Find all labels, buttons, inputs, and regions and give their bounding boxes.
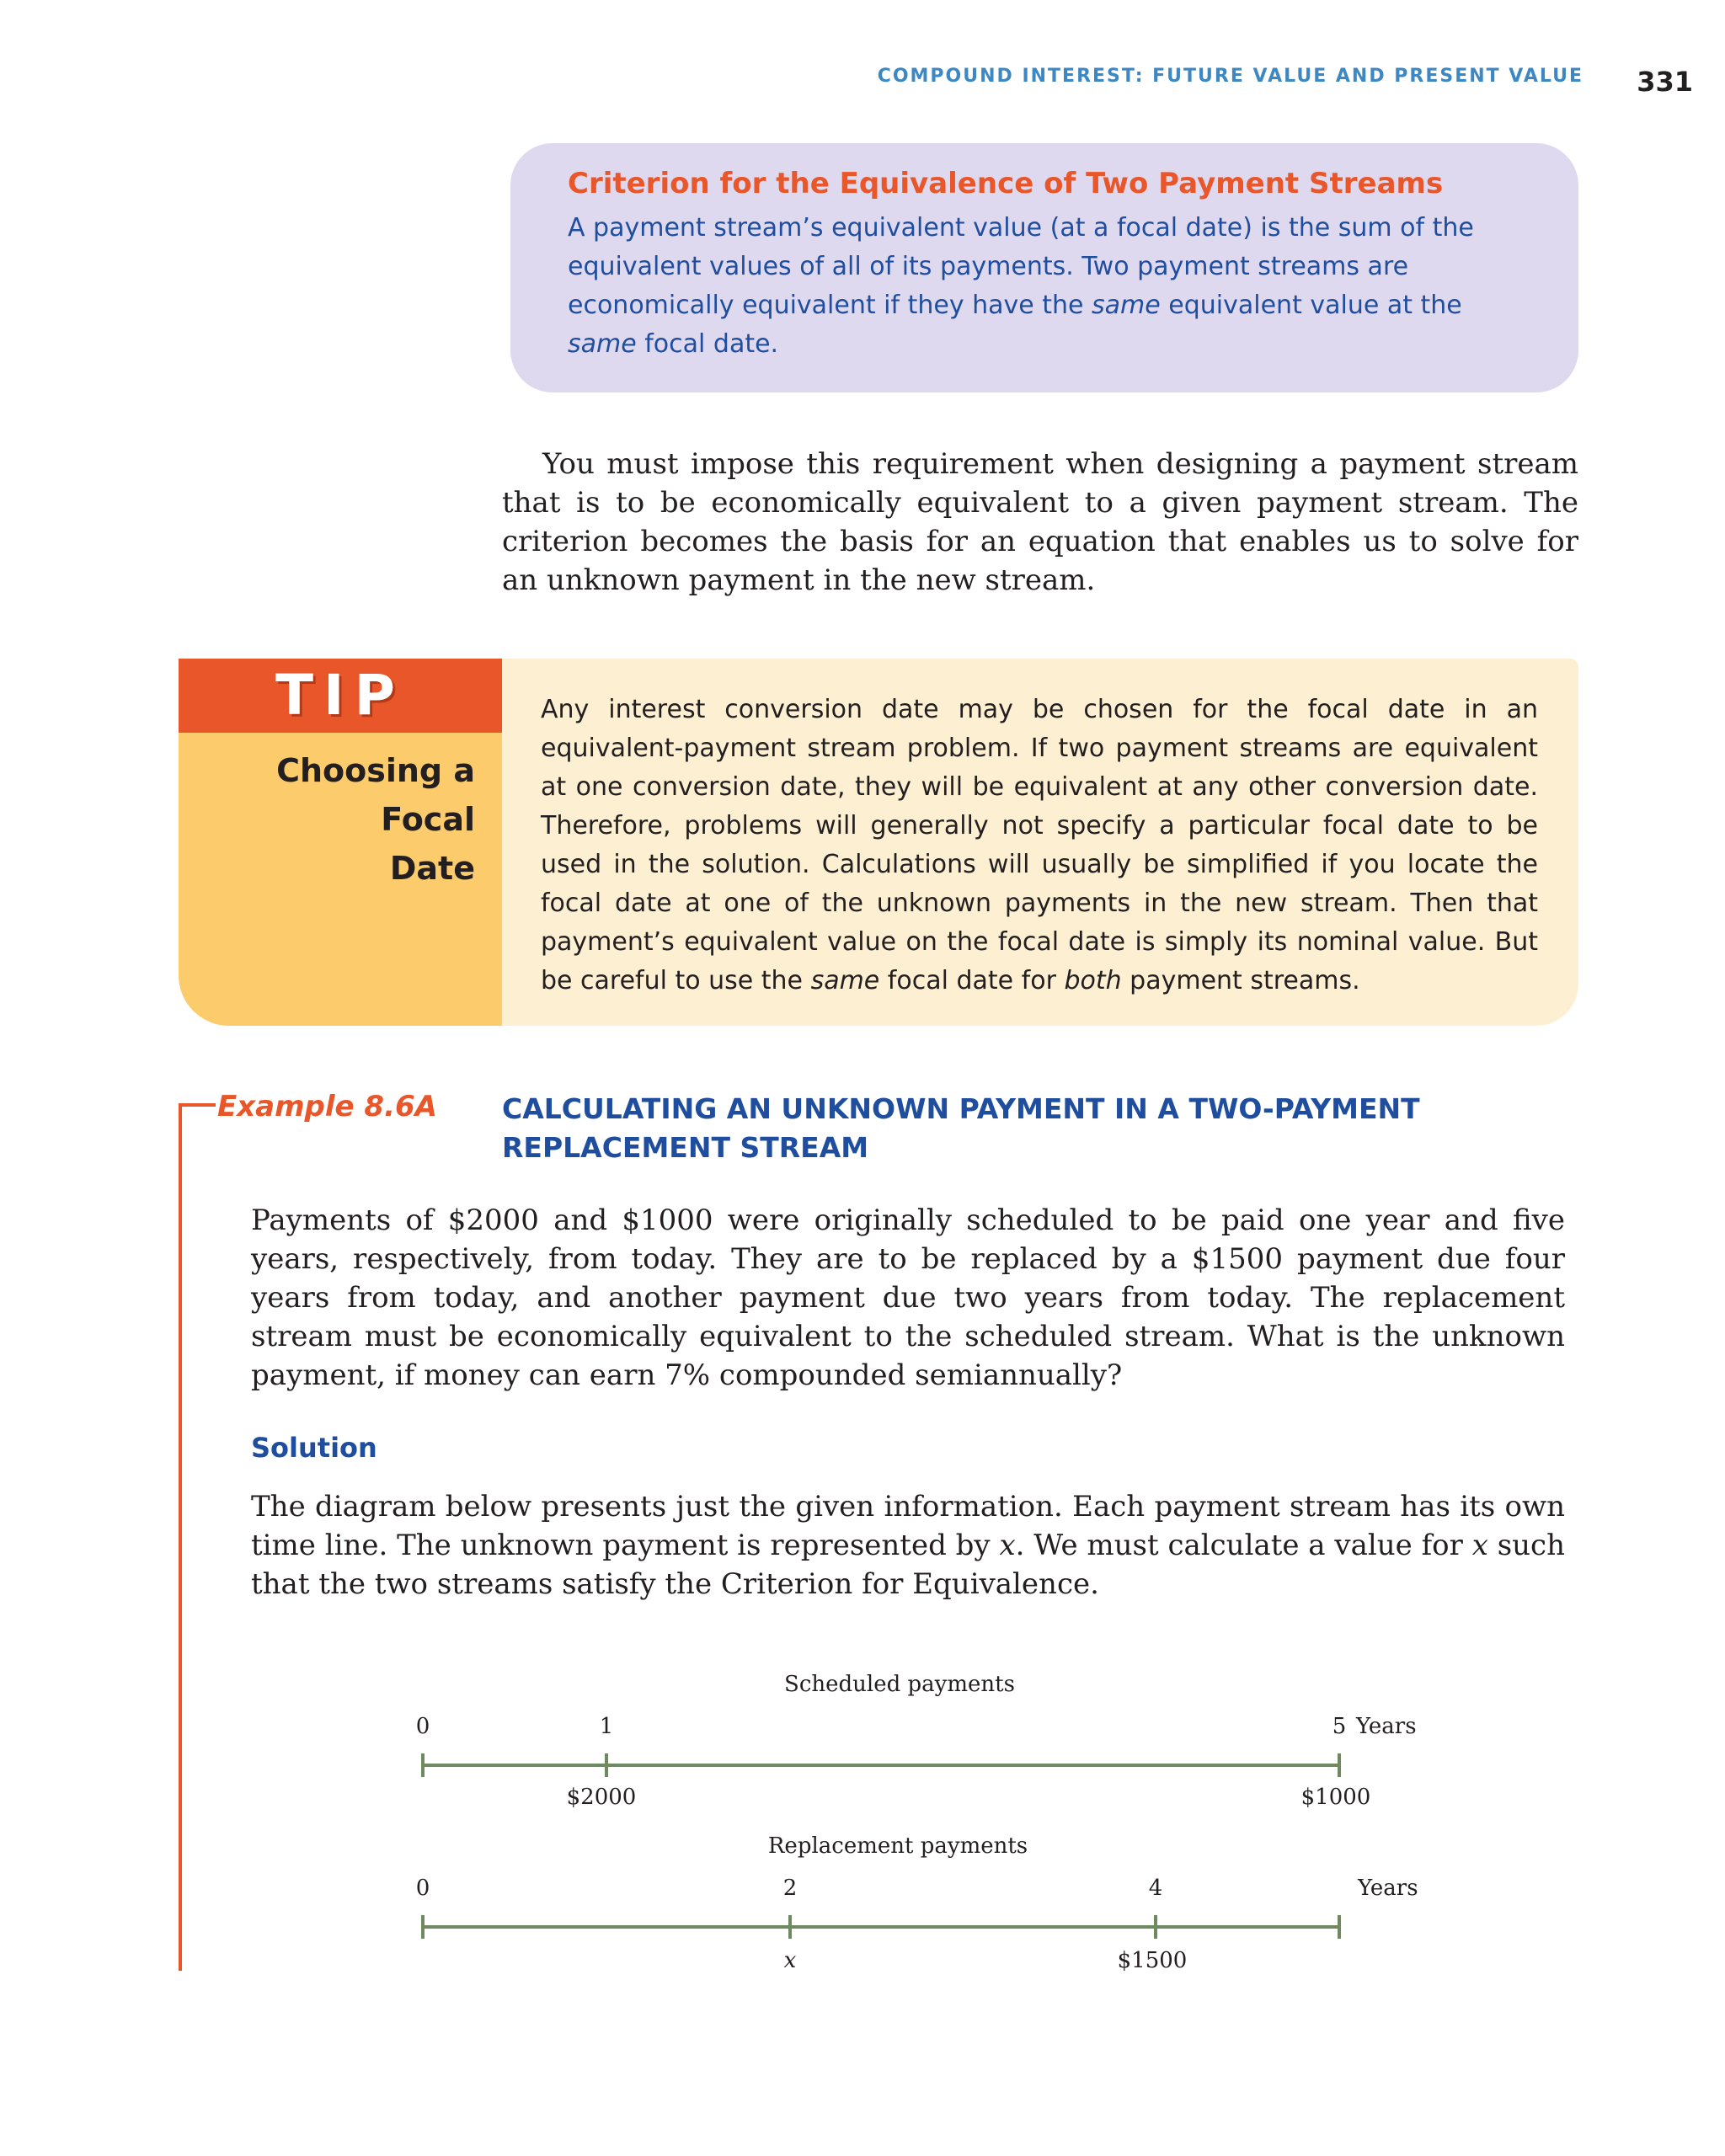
replacement-unit-label: Years [1358,1876,1418,1901]
tip-emphasis-2: both [1064,966,1122,995]
scheduled-tick-0-label: 0 [415,1714,430,1739]
tip-label: TIP [275,663,405,728]
tip-text-2: focal date for [879,966,1065,995]
solution-variable-2: x [1471,1529,1488,1562]
tip-heading-line-1: Choosing a Focal [276,752,475,838]
solution-text-1: The diagram below presents just the given information. Each payment stream has its own time line. The unknown payment is represented by [251,1490,1565,1562]
criterion-emphasis-1: same [1092,291,1161,320]
scheduled-payment-5: $1000 [1300,1785,1371,1810]
replacement-tick-0-label: 0 [415,1876,430,1901]
replacement-tick-2-label: 2 [782,1876,798,1901]
tip-text-3: payment streams. [1121,966,1360,995]
running-head: COMPOUND INTEREST: FUTURE VALUE AND PRESENT VALUE [877,66,1583,87]
page-number: 331 [1637,66,1693,98]
scheduled-unit-label: Years [1356,1714,1417,1739]
body-paragraph: You must impose this requirement when designing a payment stream that is to be economically equivalent to a given payment stream. The criterion becomes the basis for an equation that enables us to solve for an unknown payment in the new stream. [502,447,1578,597]
scheduled-tick-5-label: 5 [1332,1714,1347,1739]
example-problem: Payments of $2000 and $1000 were originally scheduled to be paid one year and five years, respectively, from today. They are to be replaced by a $1500 payment due four years from today, and another payment due two years from today. The replacement stream must be economically equivalent to the scheduled stream. What is the unknown payment, if money can earn 7% compounded semiannually? [251,1203,1565,1392]
replacement-title: Replacement payments [767,1833,1028,1859]
example-label: Example 8.6A [217,1090,437,1123]
solution-variable-1: x [999,1529,1016,1562]
solution-text-2: . We must calculate a value for [1015,1529,1472,1562]
replacement-tick-4-label: 4 [1148,1876,1163,1901]
criterion-text-3: focal date. [636,329,779,359]
scheduled-tick-1-label: 1 [599,1714,614,1739]
criterion-title: Criterion for the Equivalence of Two Payment Streams [568,167,1444,200]
example-title-line-1: CALCULATING AN UNKNOWN PAYMENT IN A TWO-PAYMENT [502,1092,1420,1125]
solution-heading: Solution [251,1432,377,1464]
criterion-emphasis-2: same [568,329,637,359]
tip-heading-line-2: Date [389,850,475,887]
scheduled-title: Scheduled payments [784,1672,1015,1697]
tip-emphasis-1: same [810,966,880,995]
replacement-payment-2: x [783,1948,797,1973]
example-title-line-2: REPLACEMENT STREAM [502,1131,869,1164]
solution-text-3: such that the two streams satisfy the Criterion for Equivalence. [251,1529,1565,1601]
criterion-text-1: A payment stream’s equivalent value (at a focal date) is the sum of the equivalent values of all of its payments. Two payment streams are economically equivalent if they have the [568,213,1474,320]
tip-text-1: Any interest conversion date may be chosen for the focal date in an equivalent-payment stream problem. If two payment streams are equivalent at one conversion date, they will be equivalent at any other conversion date. Therefore, problems will generally not specify a particular focal date to be used in the solution. Calculations will usually be simplified if you locate the focal date at one of the unknown payments in the new stream. Then that payment’s equivalent value on the focal date is simply its nominal value. But be careful to use the [541,695,1538,995]
replacement-payment-4: $1500 [1117,1948,1188,1973]
criterion-text-2: equivalent value at the [1160,291,1462,320]
scheduled-payment-1: $2000 [566,1785,637,1810]
